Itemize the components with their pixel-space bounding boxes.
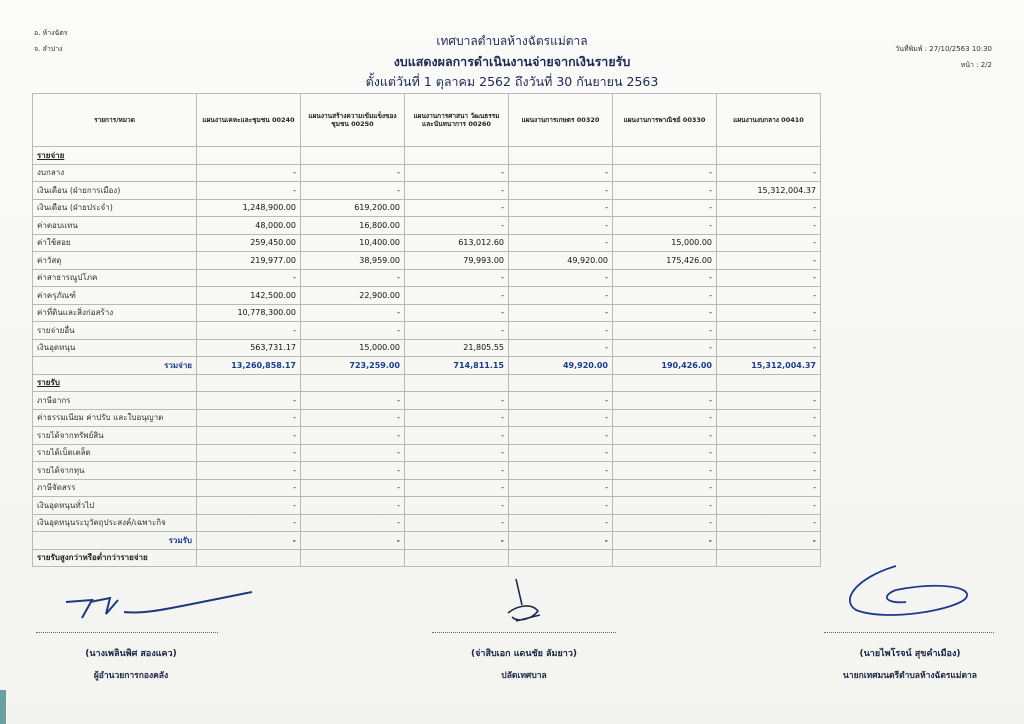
value-cell: - xyxy=(509,164,613,182)
signatory-name: (นายไพโรจน์ สุขคำเมือง) xyxy=(859,649,961,659)
value-cell: - xyxy=(301,182,405,200)
value-cell: - xyxy=(509,339,613,357)
value-cell: - xyxy=(509,182,613,200)
value-cell: - xyxy=(613,532,717,550)
row-label: รวมรับ xyxy=(33,532,197,550)
value-cell: 48,000.00 xyxy=(197,217,301,235)
table-row xyxy=(33,217,821,235)
signatory-name: (นางเพลินพิศ สองแคว) xyxy=(85,649,177,659)
value-cell: 1,248,900.00 xyxy=(197,199,301,217)
table-row xyxy=(33,304,821,322)
empty-cell xyxy=(717,147,821,165)
value-cell: - xyxy=(405,182,509,200)
table-row xyxy=(33,514,821,532)
value-cell: - xyxy=(613,269,717,287)
value-cell: 49,920.00 xyxy=(509,252,613,270)
column-header: แผนงานการศาสนา วัฒนธรรมและนันทนาการ 00260 xyxy=(405,94,509,147)
report-period: ตั้งแต่วันที่ 1 ตุลาคม 2562 ถึงวันที่ 30 กันยายน 2563 xyxy=(365,74,659,89)
value-cell: - xyxy=(197,322,301,340)
value-cell: 219,977.00 xyxy=(197,252,301,270)
value-cell: - xyxy=(197,479,301,497)
value-cell: 13,260,858.17 xyxy=(197,357,301,375)
row-label: ค่าครุภัณฑ์ xyxy=(33,287,197,305)
signatory-position: ผู้อำนวยการกองคลัง xyxy=(93,671,169,681)
district-label: อ. ห้างฉัตร xyxy=(34,29,68,37)
table-row xyxy=(33,252,821,270)
empty-cell xyxy=(613,147,717,165)
row-label: ค่าธรรมเนียม ค่าปรับ และใบอนุญาต xyxy=(33,409,197,427)
value-cell: - xyxy=(197,427,301,445)
value-cell xyxy=(613,549,717,567)
table-row xyxy=(33,287,821,305)
row-label: เงินเดือน (ฝ่ายประจำ) xyxy=(33,199,197,217)
value-cell: - xyxy=(405,304,509,322)
value-cell: - xyxy=(509,462,613,480)
row-label: ค่าวัสดุ xyxy=(33,252,197,270)
row-label: รวมจ่าย xyxy=(33,357,197,375)
binder-edge xyxy=(0,690,6,724)
value-cell: - xyxy=(717,339,821,357)
row-label: รายได้จากทรัพย์สิน xyxy=(33,427,197,445)
value-cell: 16,800.00 xyxy=(301,217,405,235)
row-label: ภาษีอากร xyxy=(33,392,197,410)
value-cell: - xyxy=(613,322,717,340)
table-row xyxy=(33,409,821,427)
value-cell: 563,731.17 xyxy=(197,339,301,357)
row-label: รายได้จากทุน xyxy=(33,462,197,480)
value-cell: - xyxy=(613,199,717,217)
value-cell: - xyxy=(717,164,821,182)
value-cell: - xyxy=(405,462,509,480)
value-cell: - xyxy=(613,164,717,182)
value-cell: - xyxy=(509,514,613,532)
row-label: ภาษีจัดสรร xyxy=(33,479,197,497)
value-cell: 21,805.55 xyxy=(405,339,509,357)
row-label: ค่าตอบแทน xyxy=(33,217,197,235)
value-cell: 142,500.00 xyxy=(197,287,301,305)
signatory-name: (จ่าสิบเอก แดนชัย ลัมยาว) xyxy=(471,649,577,659)
value-cell: 723,259.00 xyxy=(301,357,405,375)
value-cell: 79,993.00 xyxy=(405,252,509,270)
value-cell: - xyxy=(717,322,821,340)
value-cell: - xyxy=(717,514,821,532)
report-title: งบแสดงผลการดำเนินงานจ่ายจากเงินรายรับ xyxy=(393,54,631,69)
column-header: แผนงานเคหะและชุมชน 00240 xyxy=(197,94,301,147)
signature-mark-2 xyxy=(498,575,558,635)
value-cell: - xyxy=(717,217,821,235)
value-cell: - xyxy=(197,497,301,515)
value-cell: - xyxy=(405,217,509,235)
value-cell: - xyxy=(613,444,717,462)
value-cell: - xyxy=(509,532,613,550)
value-cell: 38,959.00 xyxy=(301,252,405,270)
value-cell: - xyxy=(405,322,509,340)
value-cell: - xyxy=(197,269,301,287)
value-cell: - xyxy=(405,392,509,410)
value-cell: - xyxy=(509,497,613,515)
value-cell: 259,450.00 xyxy=(197,234,301,252)
value-cell: - xyxy=(301,514,405,532)
value-cell: - xyxy=(509,304,613,322)
row-label: งบกลาง xyxy=(33,164,197,182)
signature-line xyxy=(824,632,994,633)
value-cell: - xyxy=(509,479,613,497)
value-cell: - xyxy=(717,269,821,287)
signature-line xyxy=(36,632,218,633)
signatory-position: ปลัดเทศบาล xyxy=(501,671,547,681)
section-row-income xyxy=(33,374,821,392)
empty-cell xyxy=(301,374,405,392)
row-label: เงินอุดหนุน xyxy=(33,339,197,357)
value-cell xyxy=(405,549,509,567)
table-header-row xyxy=(33,94,821,147)
value-cell: - xyxy=(301,497,405,515)
table-row xyxy=(33,392,821,410)
value-cell xyxy=(509,549,613,567)
value-cell: - xyxy=(301,409,405,427)
value-cell: - xyxy=(197,182,301,200)
value-cell: 10,400.00 xyxy=(301,234,405,252)
corner-header: รายการ/หมวด xyxy=(33,94,197,147)
value-cell: - xyxy=(509,409,613,427)
section-row-expense xyxy=(33,147,821,165)
value-cell: - xyxy=(405,514,509,532)
table-row xyxy=(33,234,821,252)
value-cell: 714,811.15 xyxy=(405,357,509,375)
value-cell: - xyxy=(509,427,613,445)
value-cell: - xyxy=(717,497,821,515)
value-cell: - xyxy=(613,427,717,445)
value-cell: - xyxy=(197,444,301,462)
empty-cell xyxy=(509,374,613,392)
value-cell: - xyxy=(197,514,301,532)
value-cell: - xyxy=(717,479,821,497)
province-label: จ. ลำปาง xyxy=(34,45,63,53)
value-cell: - xyxy=(197,392,301,410)
value-cell: - xyxy=(301,462,405,480)
value-cell: - xyxy=(405,164,509,182)
value-cell: - xyxy=(405,287,509,305)
table-row xyxy=(33,479,821,497)
value-cell: - xyxy=(405,479,509,497)
empty-cell xyxy=(405,374,509,392)
value-cell: - xyxy=(405,427,509,445)
value-cell: - xyxy=(405,269,509,287)
value-cell: - xyxy=(717,532,821,550)
value-cell: 15,000.00 xyxy=(301,339,405,357)
value-cell: - xyxy=(301,164,405,182)
value-cell: 15,312,004.37 xyxy=(717,182,821,200)
value-cell: - xyxy=(613,217,717,235)
signature-mark-1 xyxy=(62,584,262,629)
value-cell xyxy=(197,549,301,567)
value-cell: - xyxy=(613,339,717,357)
value-cell: - xyxy=(717,287,821,305)
value-cell: - xyxy=(509,287,613,305)
value-cell: - xyxy=(301,532,405,550)
value-cell: - xyxy=(509,444,613,462)
row-label: เงินอุดหนุนทั่วไป xyxy=(33,497,197,515)
value-cell: - xyxy=(717,234,821,252)
total-row-income xyxy=(33,532,821,550)
value-cell: - xyxy=(613,479,717,497)
value-cell: - xyxy=(613,182,717,200)
value-cell: - xyxy=(509,199,613,217)
value-cell: - xyxy=(717,199,821,217)
signature-mark-3 xyxy=(836,560,986,630)
value-cell: - xyxy=(301,304,405,322)
value-cell: - xyxy=(509,217,613,235)
column-header: แผนงานสร้างความเข้มแข็งของชุมชน 00250 xyxy=(301,94,405,147)
report-table xyxy=(32,93,821,567)
value-cell: - xyxy=(301,392,405,410)
value-cell: 15,000.00 xyxy=(613,234,717,252)
value-cell: 190,426.00 xyxy=(613,357,717,375)
table-row xyxy=(33,199,821,217)
value-cell: - xyxy=(301,269,405,287)
empty-cell xyxy=(405,147,509,165)
section-title: รายจ่าย xyxy=(33,147,197,165)
value-cell: - xyxy=(717,409,821,427)
table-row xyxy=(33,339,821,357)
value-cell: - xyxy=(717,392,821,410)
print-date: วันที่พิมพ์ : 27/10/2563 10:30 xyxy=(895,45,992,53)
value-cell: - xyxy=(405,409,509,427)
column-header: แผนงานการเกษตร 00320 xyxy=(509,94,613,147)
table-row xyxy=(33,497,821,515)
table-row xyxy=(33,444,821,462)
value-cell: - xyxy=(613,392,717,410)
row-label: รายรับสูงกว่าหรือต่ำกว่ารายจ่าย xyxy=(33,549,197,567)
empty-cell xyxy=(509,147,613,165)
total-row-expense xyxy=(33,357,821,375)
empty-cell xyxy=(197,147,301,165)
value-cell: - xyxy=(717,304,821,322)
row-label: ค่าที่ดินและสิ่งก่อสร้าง xyxy=(33,304,197,322)
value-cell: 10,778,300.00 xyxy=(197,304,301,322)
row-label: เงินเดือน (ฝ่ายการเมือง) xyxy=(33,182,197,200)
empty-cell xyxy=(717,374,821,392)
signature-line xyxy=(432,632,616,633)
value-cell: - xyxy=(301,427,405,445)
value-cell: 15,312,004.37 xyxy=(717,357,821,375)
row-label: รายจ่ายอื่น xyxy=(33,322,197,340)
table-row xyxy=(33,462,821,480)
value-cell: 619,200.00 xyxy=(301,199,405,217)
value-cell: - xyxy=(301,444,405,462)
value-cell: - xyxy=(613,462,717,480)
value-cell: - xyxy=(405,199,509,217)
value-cell: - xyxy=(717,444,821,462)
value-cell: 175,426.00 xyxy=(613,252,717,270)
row-label: เงินอุดหนุนระบุวัตถุประสงค์/เฉพาะกิจ xyxy=(33,514,197,532)
value-cell: - xyxy=(509,269,613,287)
value-cell: - xyxy=(197,164,301,182)
section-title: รายรับ xyxy=(33,374,197,392)
table-row xyxy=(33,322,821,340)
value-cell xyxy=(301,549,405,567)
value-cell: - xyxy=(613,304,717,322)
value-cell: - xyxy=(613,497,717,515)
value-cell: - xyxy=(509,234,613,252)
column-header: แผนงานงบกลาง 00410 xyxy=(717,94,821,147)
value-cell: - xyxy=(613,514,717,532)
value-cell xyxy=(717,549,821,567)
page-number: หน้า : 2/2 xyxy=(960,61,992,69)
row-label: รายได้เบ็ดเตล็ด xyxy=(33,444,197,462)
table-row xyxy=(33,164,821,182)
value-cell: - xyxy=(509,322,613,340)
empty-cell xyxy=(301,147,405,165)
value-cell: 22,900.00 xyxy=(301,287,405,305)
value-cell: - xyxy=(197,462,301,480)
row-label: ค่าใช้สอย xyxy=(33,234,197,252)
value-cell: - xyxy=(301,322,405,340)
row-label: ค่าสาธารณูปโภค xyxy=(33,269,197,287)
value-cell: - xyxy=(717,427,821,445)
value-cell: - xyxy=(405,532,509,550)
empty-cell xyxy=(197,374,301,392)
signatory-position: นายกเทศมนตรีตำบลห้างฉัตรแม่ตาล xyxy=(843,671,977,681)
value-cell: - xyxy=(301,479,405,497)
column-header: แผนงานการพาณิชย์ 00330 xyxy=(613,94,717,147)
value-cell: - xyxy=(613,409,717,427)
net-row xyxy=(33,549,821,567)
table-row xyxy=(33,182,821,200)
table-row xyxy=(33,427,821,445)
value-cell: - xyxy=(197,409,301,427)
value-cell: - xyxy=(509,392,613,410)
empty-cell xyxy=(613,374,717,392)
value-cell: - xyxy=(717,252,821,270)
value-cell: - xyxy=(613,287,717,305)
value-cell: - xyxy=(405,444,509,462)
value-cell: - xyxy=(717,462,821,480)
value-cell: 613,012.60 xyxy=(405,234,509,252)
value-cell: - xyxy=(405,497,509,515)
value-cell: - xyxy=(197,532,301,550)
table-row xyxy=(33,269,821,287)
org-title: เทศบาลตำบลห้างฉัตรแม่ตาล xyxy=(436,34,588,48)
value-cell: 49,920.00 xyxy=(509,357,613,375)
